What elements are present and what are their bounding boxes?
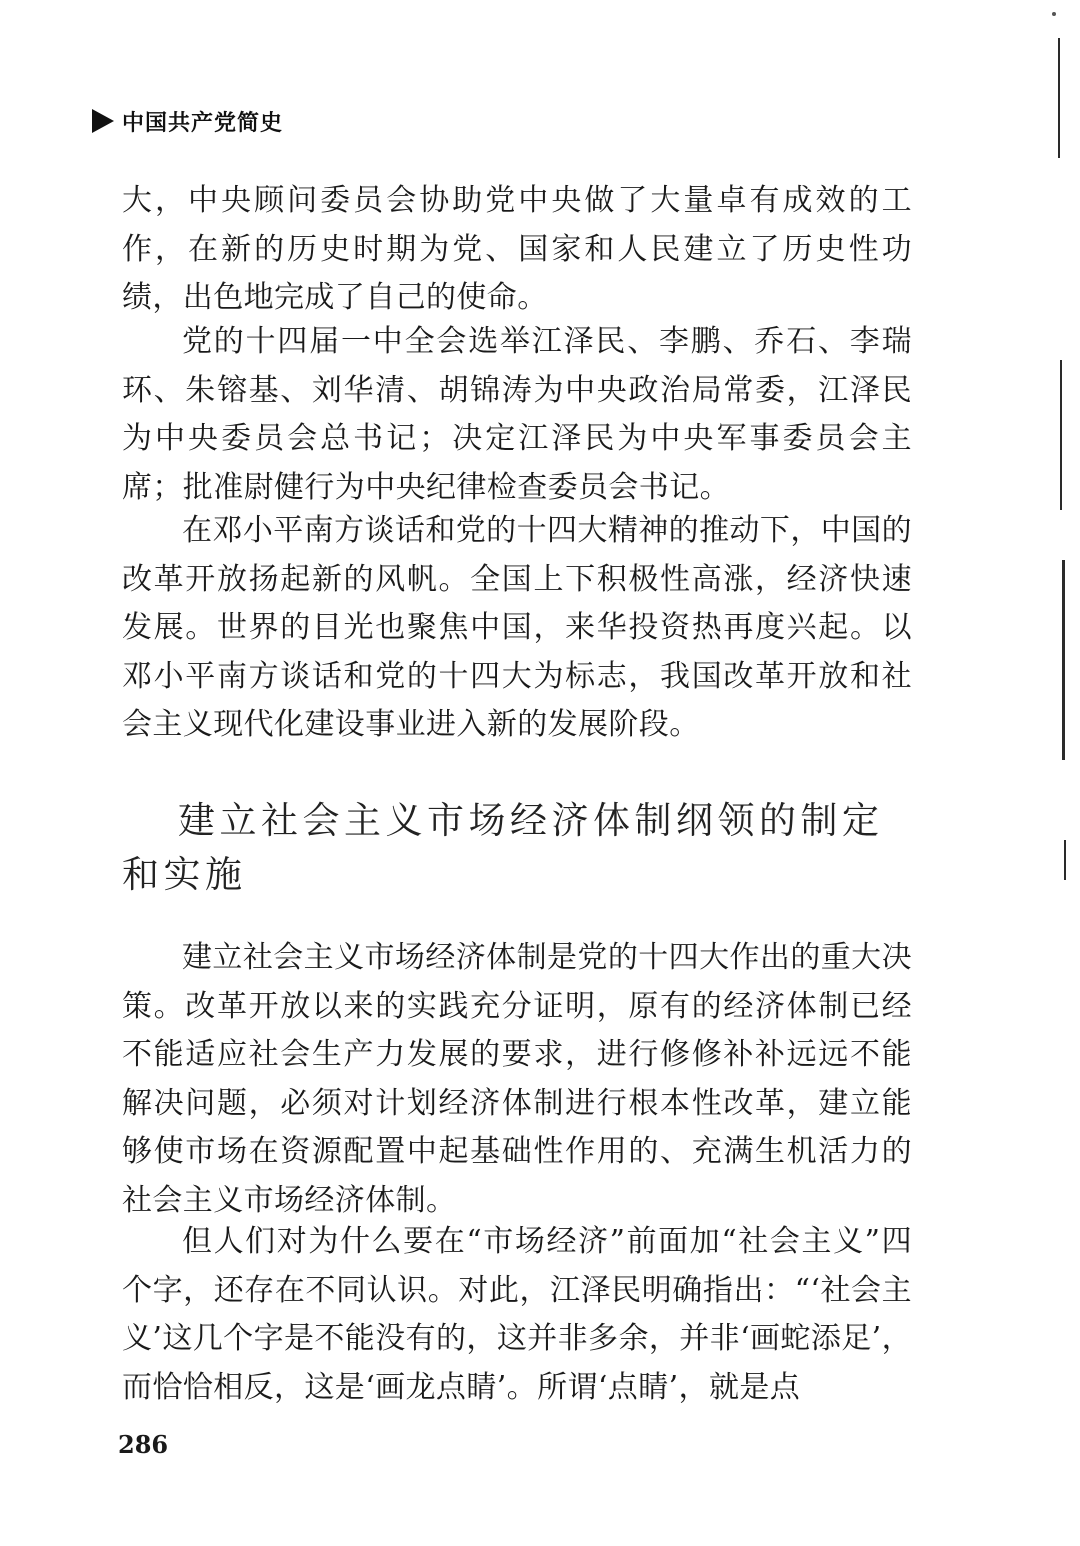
running-header-title: 中国共产党简史 (122, 110, 284, 136)
scan-artifact-line (1064, 840, 1066, 880)
paragraph-continued: 大，中央顾问委员会协助党中央做了大量卓有成效的工作，在新的历史时期为党、国家和人民建立了历史性功绩，出色地完成了自己的使命。 (122, 183, 912, 315)
scan-artifact-line (1058, 38, 1060, 158)
scan-artifact-dot (1052, 12, 1056, 16)
paragraph-socialism-quote: 但人们对为什么要在“市场经济”前面加“社会主义”四个字，还存在不同认识。对此，江泽民明确指出：“‘社会主义’这几个字是不能没有的，这并非多余，并非‘画蛇添足’，而恰恰相反，这是‘画龙点睛’。所谓‘点睛’，就是点 (122, 1224, 912, 1405)
paragraph-politburo: 党的十四届一中全会选举江泽民、李鹏、乔石、李瑞环、朱镕基、刘华清、胡锦涛为中央政治局常委，江泽民为中央委员会总书记；决定江泽民为中央军事委员会主席；批准尉健行为中央纪律检查委员会书记。 (122, 324, 912, 505)
paragraph-market-economy: 建立社会主义市场经济体制是党的十四大作出的重大决策。改革开放以来的实践充分证明，原有的经济体制已经不能适应社会生产力发展的要求，进行修修补补远远不能解决问题，必须对计划经济体制进行根本性改革，建立能够使市场在资源配置中起基础性作用的、充满生机活力的社会主义市场经济体制。 (122, 940, 912, 1218)
scan-artifact-line (1062, 560, 1065, 760)
page-number: 286 (118, 1430, 169, 1459)
section-heading: 建立社会主义市场经济体制纲领的制定和实施 (122, 799, 884, 896)
paragraph-reform: 在邓小平南方谈话和党的十四大精神的推动下，中国的改革开放扬起新的风帆。全国上下积极性高涨，经济快速发展。世界的目光也聚焦中国，来华投资热再度兴起。以邓小平南方谈话和党的十四大为标志，我国改革开放和社会主义现代化建设事业进入新的发展阶段。 (122, 513, 912, 742)
running-header (92, 104, 283, 138)
scan-artifact-line (1060, 360, 1062, 510)
triangle-marker-icon (92, 109, 114, 133)
